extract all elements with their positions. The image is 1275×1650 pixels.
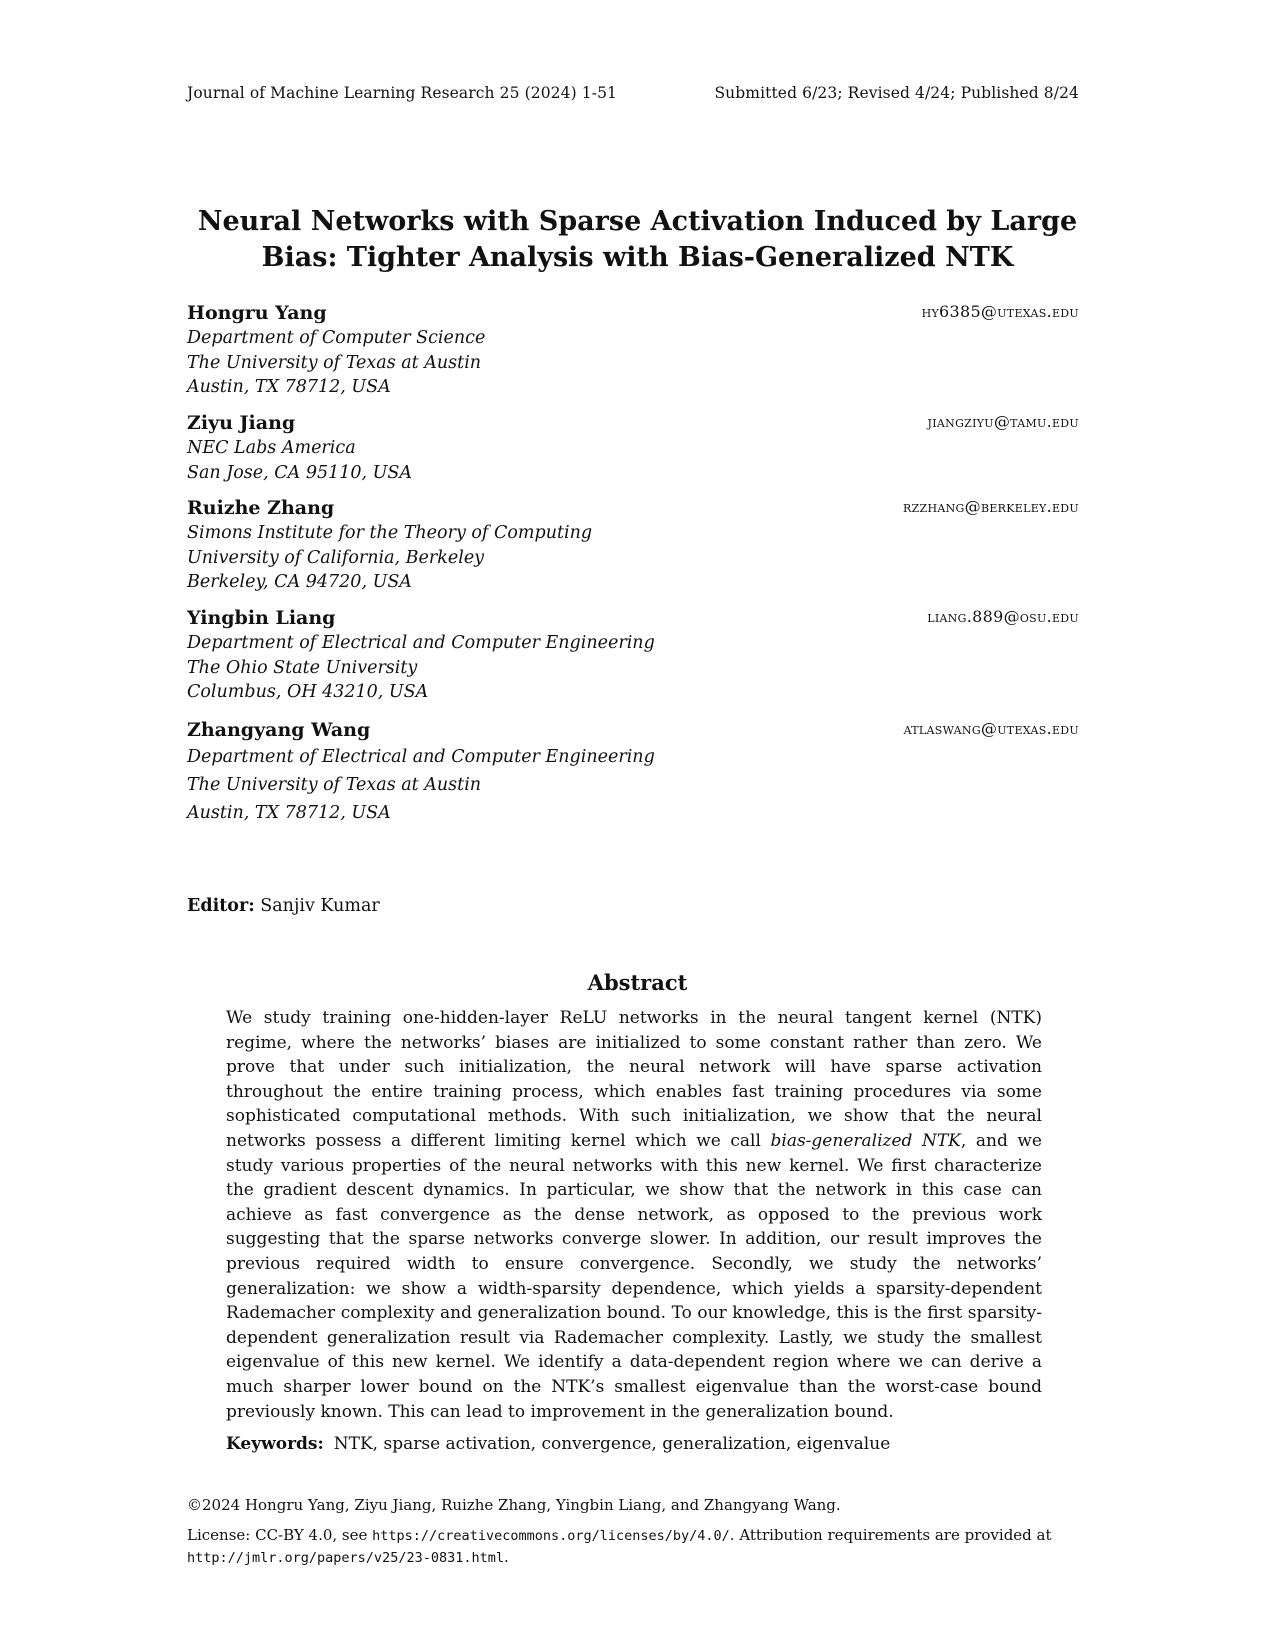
journal-header: Journal of Machine Learning Research 25 (2024) 1-51 xyxy=(187,84,617,102)
license-suffix: . xyxy=(503,1548,509,1566)
editor-label: Editor: xyxy=(187,896,255,916)
author-block xyxy=(187,605,1079,705)
affiliation-line: The University of Texas at Austin xyxy=(187,775,482,795)
author-block xyxy=(187,717,1079,827)
license-mid: . Attribution requirements are provided at xyxy=(729,1526,1052,1544)
author-name: Hongru Yang xyxy=(187,302,327,324)
editor-line xyxy=(187,896,380,916)
affiliation-line: The University of Texas at Austin xyxy=(187,352,482,373)
abstract-text xyxy=(226,1006,1042,1424)
affiliation-line: Columbus, OH 43210, USA xyxy=(187,682,429,702)
author-block xyxy=(187,300,1079,400)
affiliation-line: University of California, Berkeley xyxy=(187,547,485,568)
submission-dates: Submitted 6/23; Revised 4/24; Published 8/24 xyxy=(714,84,1079,102)
abstract-text-part-2: , and we study various properties of the neural networks with this new kernel. We first characterize the gradient descent dynamics. In particular, we show that the network in this case can achieve as fast convergence as the dense network, as opposed to the previous work suggesting that the sparse networks converge slower. In addition, our result improves the previous required width to ensure convergence. Secondly, we study the networks’ generalization: we show a width-sparsity dependence, which yields a sparsity-dependent Rademacher complexity and generalization bound. To our knowledge, this is the first sparsity-dependent generalization result via Rademacher complexity. Lastly, we study the smallest eigenvalue of this new kernel. We identify a data-dependent region where we can derive a much sharper lower bound on the NTK’s smallest eigenvalue than the worst-case bound previously known. This can lead to improvement in the generalization bound. xyxy=(226,1130,1042,1422)
affiliation-line: Department of Electrical and Computer Engineering xyxy=(187,747,655,767)
author-name: Zhangyang Wang xyxy=(187,719,371,741)
copyright-notice: ©2024 Hongru Yang, Ziyu Jiang, Ruizhe Zhang, Yingbin Liang, and Zhangyang Wang. xyxy=(187,1496,841,1514)
paper-title xyxy=(170,204,1105,276)
keywords-line xyxy=(226,1434,1042,1454)
affiliation-line: Austin, TX 78712, USA xyxy=(187,803,391,823)
paper-link[interactable]: http://jmlr.org/papers/v25/23-0831.html xyxy=(187,1550,504,1566)
title-line-1: Neural Networks with Sparse Activation Induced by Large xyxy=(197,206,1078,237)
author-name: Ruizhe Zhang xyxy=(187,497,335,519)
author-block xyxy=(187,495,1079,595)
affiliation-line: Simons Institute for the Theory of Computing xyxy=(187,523,593,543)
author-email[interactable]: liang.889@osu.edu xyxy=(927,607,1079,626)
abstract-heading: Abstract xyxy=(587,970,688,995)
affiliation-line: Austin, TX 78712, USA xyxy=(187,377,391,397)
affiliation-line: Berkeley, CA 94720, USA xyxy=(187,572,412,592)
author-email[interactable]: jiangziyu@tamu.edu xyxy=(927,412,1079,431)
author-email[interactable]: rzzhang@berkeley.edu xyxy=(903,497,1079,516)
keywords-label: Keywords: xyxy=(226,1434,324,1454)
author-email[interactable]: hy6385@utexas.edu xyxy=(921,302,1079,321)
license-prefix: License: CC-BY 4.0, see xyxy=(187,1526,373,1544)
author-block xyxy=(187,410,1079,485)
affiliation-line: San Jose, CA 95110, USA xyxy=(187,462,413,483)
author-name: Ziyu Jiang xyxy=(187,412,296,434)
editor-name: Sanjiv Kumar xyxy=(260,896,380,916)
author-email[interactable]: atlaswang@utexas.edu xyxy=(903,719,1079,738)
affiliation-line: The Ohio State University xyxy=(187,657,418,678)
license-notice xyxy=(187,1525,1079,1569)
author-name: Yingbin Liang xyxy=(187,607,336,629)
abstract-emphasis: bias-generalized NTK xyxy=(770,1130,961,1151)
affiliation-line: Department of Computer Science xyxy=(187,328,486,348)
keywords-list: NTK, sparse activation, convergence, generalization, eigenvalue xyxy=(333,1434,891,1454)
license-link[interactable]: https://creativecommons.org/licenses/by/4.0/ xyxy=(372,1528,730,1544)
abstract-text-part-1: We study training one-hidden-layer ReLU networks in the neural tangent kernel (NTK) regime, where the networks’ biases are initialized to some constant rather than zero. We prove that under such initialization, the neural network will have sparse activation throughout the entire training process, which enables fast training procedures via some sophisticated computational methods. With such initialization, we show that the neural networks possess a different limiting kernel which we call xyxy=(226,1008,1042,1151)
affiliation-line: Department of Electrical and Computer Engineering xyxy=(187,633,655,653)
affiliation-line: NEC Labs America xyxy=(187,438,356,458)
title-line-2: Bias: Tighter Analysis with Bias-Generalized NTK xyxy=(261,242,1014,273)
